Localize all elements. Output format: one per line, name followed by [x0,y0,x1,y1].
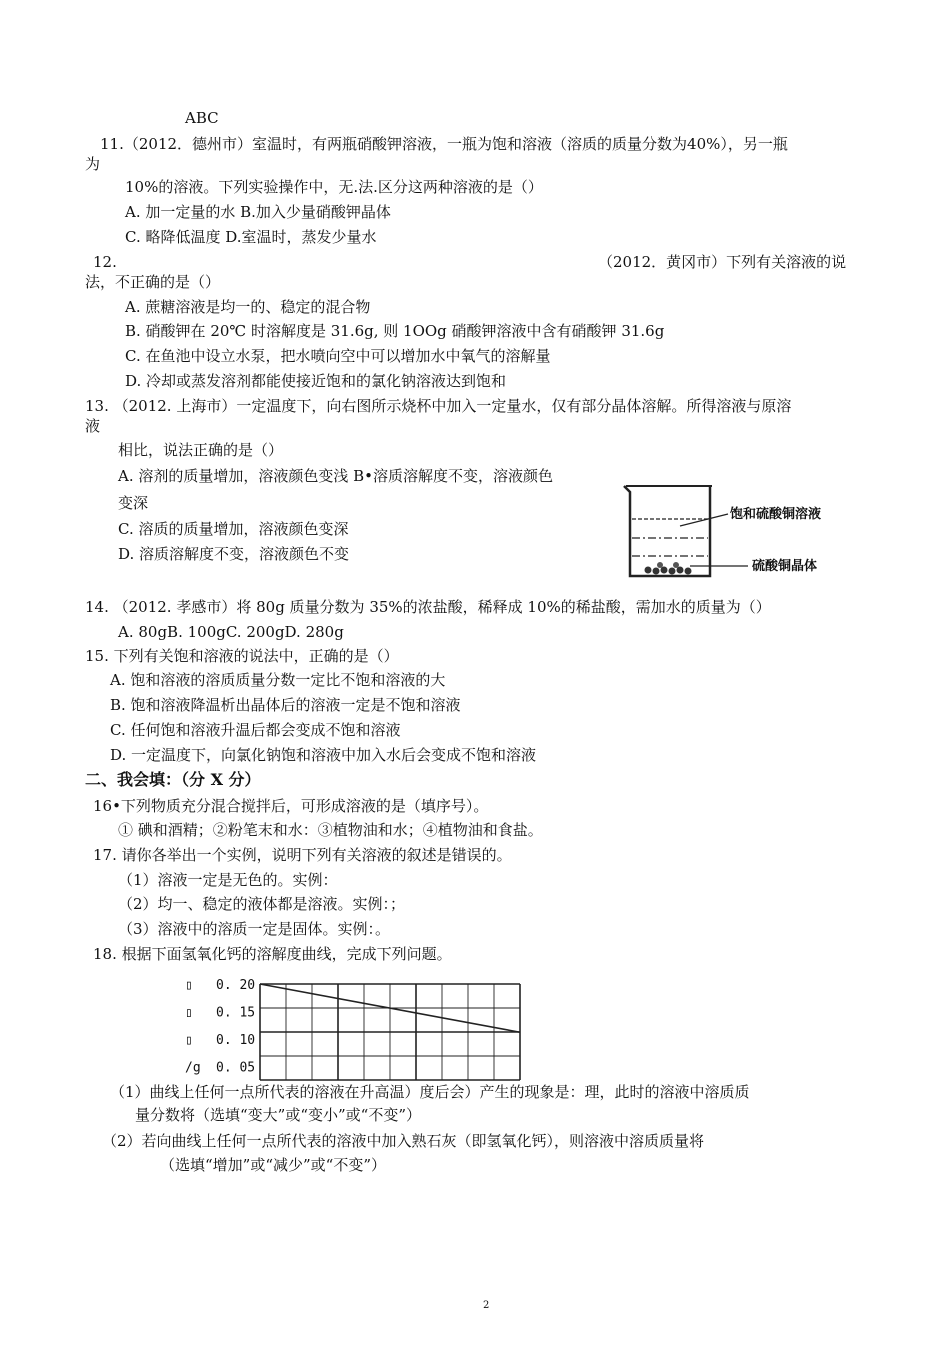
y-axis-unit-char: /g [185,1060,201,1076]
y-axis-unit-char: ▯ [185,978,193,993]
q15-option-c: C. 任何饱和溶液升温后都会变成不饱和溶液 [110,721,401,739]
q15-stem: 15. 下列有关饱和溶液的说法中，正确的是（） [85,647,399,665]
label-crystal: 硫酸铜晶体 [752,559,818,574]
q11-stem-2: 10%的溶液。下列实验操作中，无.法.区分这两种溶液的是（） [125,178,543,196]
q16-options: ① 碘和酒精；②粉笔末和水：③植物油和水；④植物油和食盐。 [118,821,543,839]
y-tick-label: 0. 15 [216,1005,256,1021]
solubility-chart [180,972,530,1082]
y-axis-unit-char: ▯ [185,1032,193,1048]
label-saturated-solution: 饱和硫酸铜溶液 [730,507,822,522]
q12-option-b: B. 硝酸钾在 20℃ 时溶解度是 31.6g, 则 1OOg 硝酸钾溶液中含有硝酸钾 31.6g [125,322,665,340]
y-tick-label: 0. 10 [216,1032,256,1048]
q12-option-a: A. 蔗糖溶液是均一的、稳定的混合物 [125,298,371,316]
q18-sub1-wrap: 量分数将（选填“变大”或“变小”或“不变”） [135,1106,422,1124]
q13-option-c: C. 溶质的质量增加，溶液颜色变深 [118,520,349,538]
page-number: 2 [483,1300,490,1311]
q15-option-a: A. 饱和溶液的溶质质量分数一定比不饱和溶液的大 [110,671,446,689]
q18-sub2-wrap: （选填“增加”或“减少”或“不变”） [160,1156,387,1174]
q12-stem: （2012．黄冈市）下列有关溶液的说 [598,253,847,271]
q17-stem: 17. 请你各举出一个实例，说明下列有关溶液的叙述是错误的。 [93,846,512,864]
q13-options-ab: A. 溶剂的质量增加，溶液颜色变浅 B•溶质溶解度不变，溶液颜色 [118,467,554,485]
q17-item-1: （1）溶液一定是无色的。实例： [118,871,338,889]
section-heading: 二、我会填：（分 X 分） [85,770,261,789]
q11-options-ab: A. 加一定量的水 B.加入少量硝酸钾晶体 [125,203,391,221]
q18-sub2: （2）若向曲线上任何一点所代表的溶液中加入熟石灰（即氢氧化钙），则溶液中溶质质量将 [102,1132,705,1150]
chart-grid [260,984,520,1080]
q16-stem: 16•下列物质充分混合搅拌后，可形成溶液的是（填序号）。 [93,797,489,815]
q17-item-3: （3）溶液中的溶质一定是固体。实例：。 [118,920,391,938]
chart-y-ticks [216,978,255,1075]
q15-option-d: D. 一定温度下，向氯化钠饱和溶液中加入水后会变成不饱和溶液 [110,746,537,764]
q11-stem: 11.（2012．德州市）室温时，有两瓶硝酸钾溶液，一瓶为饱和溶液（溶质的质量分数为40%），另一瓶 [100,135,788,153]
beaker-outline [624,486,710,576]
q10-answer-tail: ABC [185,109,219,127]
q12-option-d: D. 冷却或蒸发溶剂都能使接近饱和的氯化钠溶液达到饱和 [125,372,507,390]
q11-options-cd: C. 略降低温度 D.室温时，蒸发少量水 [125,228,377,246]
q12-stem-2: 法，不正确的是（） [85,273,221,291]
q13-options-ab-wrap: 变深 [118,494,149,512]
crystal-particles [645,562,692,575]
q12-number: 12. [93,253,117,271]
y-tick-label: 0. 05 [216,1060,256,1076]
q13-stem-wrap: 液 [85,417,101,435]
q12-option-c: C. 在鱼池中设立水泵，把水喷向空中可以增加水中氧气的溶解量 [125,347,551,365]
y-tick-label: 0. 20 [216,978,256,993]
q13-stem: 13. （2012. 上海市）一定温度下，向右图所示烧杯中加入一定量水，仅有部分晶体溶解。所得溶液与原溶 [85,397,792,415]
pointer-solution [680,514,728,526]
q18-sub1: （1）曲线上任何一点所代表的溶液在升高温）度后会）产生的现象是：理，此时的溶液中溶质质 [110,1083,750,1101]
q17-item-2: （2）均一、稳定的液体都是溶液。实例：； [118,895,406,913]
y-axis-unit-char: ▯ [185,1005,193,1021]
q14-stem: 14. （2012. 孝感市）将 80g 质量分数为 35%的浓盐酸，稀释成 10%的稀盐酸，需加水的质量为（） [85,598,771,616]
beaker-figure [620,478,880,588]
q14-options: A. 80gB. 100gC. 200gD. 280g [118,623,344,641]
q13-option-d: D. 溶质溶解度不变，溶液颜色不变 [118,545,350,563]
q11-stem-wrap: 为 [85,155,101,173]
q18-stem: 18. 根据下面氢氧化钙的溶解度曲线，完成下列问题。 [93,945,452,963]
q15-option-b: B. 饱和溶液降温析出晶体后的溶液一定是不饱和溶液 [110,696,461,714]
q13-stem-2: 相比，说法正确的是（） [118,441,284,459]
chart-y-unit [185,978,201,1075]
